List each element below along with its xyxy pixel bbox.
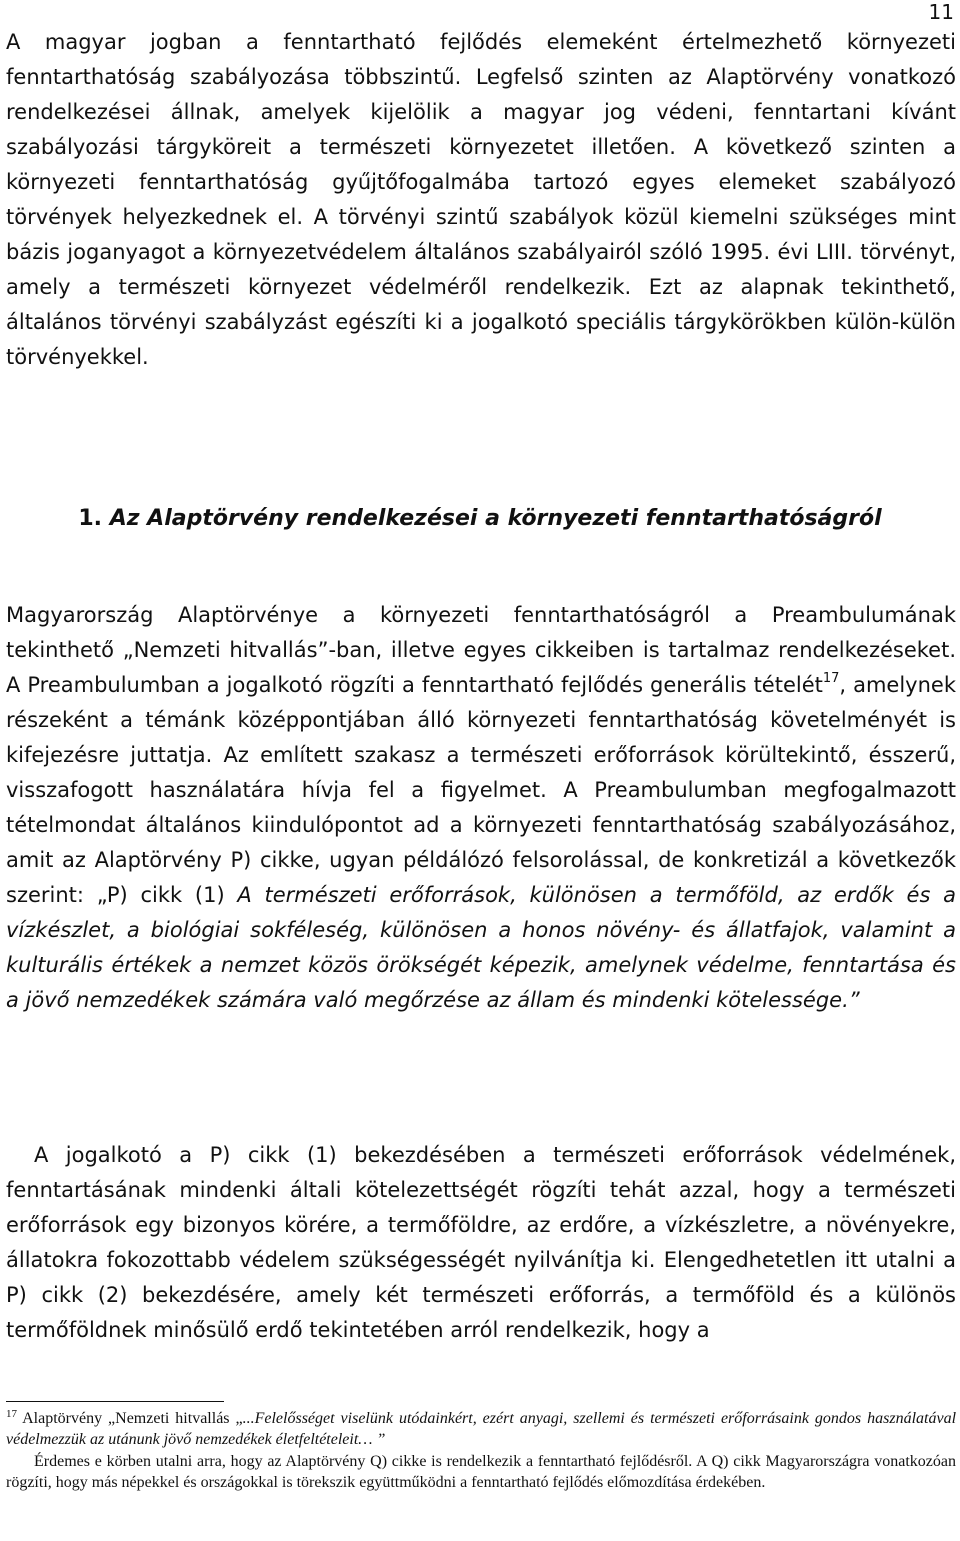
footnote-reference-17[interactable]: 17 <box>822 671 840 686</box>
paragraph-article-p: A jogalkotó a P) cikk (1) bekezdésében a természeti erőforrások védelmének, fenntartásának mindenki általi kötelezettségét rögzíti tehát azzal, hogy a természeti erőforrások egy bizonyos körére, a termőföldre, az erdőre, a vízkészletre, a növényekre, állatokra fokozottabb védelem szükségességét nyilvánítja ki. Elengedhetetlen itt utalni a P) cikk (2) bekezdésére, amely két természeti erőforrás, a termőföld és a különös termőföldnek minősülő erdő tekintetében arról rendelkezik, hogy a <box>6 1143 956 1342</box>
paragraph-preamble-text-start: Magyarország Alaptörvénye a környezeti fenntarthatóságról a Preambulumának tekinthető „Nemzeti hitvallás”-ban, illetve egyes cikkeiben is tartalmaz rendelkezéseket. A Preambulumban a jogalkotó rögzíti a fenntartható fejlődés generális tételét <box>6 603 956 697</box>
footnote-quote: ...Felelősséget viselünk utódainkért, ezért anyagi, szellemi és természeti erőforrásaink gondos használatával védelmezzük az utánunk jövő nemzedékek életfeltételeit… ” <box>6 1410 957 1448</box>
footnote-separator <box>6 1401 224 1402</box>
footnote-17-note: Érdemes e körben utalni arra, hogy az Alaptörvény Q) cikke is rendelkezik a fenntartható fejlődésről. A Q) cikk Magyarországra vonatkozóan rögzíti, hogy más népekkel és országokkal is törekszik együttműködni a fenntartható fejlődés előmozdítása érdekében. <box>6 1453 956 1491</box>
section-number: 1. <box>78 506 103 531</box>
section-heading <box>0 504 960 534</box>
paragraph-preamble <box>6 598 956 1018</box>
page-number: 11 <box>928 0 954 24</box>
intro-paragraph: A magyar jogban a fenntartható fejlődés elemeként értelmezhető környezeti fenntarthatóság szabályozása többszintű. Legfelső szinten az Alaptörvény vonatkozó rendelkezései állnak, amelyek kijelölik a magyar jog védeni, fenntartani kívánt szabályozási tárgyköreit a természeti környezetet illetően. A következő szinten a környezeti fenntarthatóság gyűjtőfogalmába tartozó egyes elemeket szabályozó törvények helyezkednek el. A törvényi szintű szabályok közül kiemelni szükséges mint bázis joganyagot a környezetvédelem általános szabályairól szóló 1995. évi LIII. törvényt, amely a természeti környezet védelméről rendelkezik. Ezt az alapnak tekinthető, általános törvényi szabályzást egészíti ki a jogalkotó speciális tárgykörökben külön-külön törvényekkel. <box>6 30 956 369</box>
footnote-lead: Alaptörvény „Nemzeti hitvallás „ <box>17 1410 243 1427</box>
footnotes <box>6 1408 956 1493</box>
footnote-17 <box>6 1408 956 1450</box>
footnote-mark: 17 <box>6 1408 17 1420</box>
section-title: Az Alaptörvény rendelkezései a környezeti fenntarthatóságról <box>109 506 882 531</box>
article-p-quote: A természeti erőforrások, különösen a termőföld, az erdők és a vízkészlet, a biológiai sokféleség, különösen a honos növény- és állatfajok, valamint a kulturális értékek a nemzet közös örökségét képezik, amelynek védelme, fenntartása és a jövő nemzedékek számára való megőrzése az állam és mindenki kötelessége.” <box>6 883 956 1012</box>
paragraph-preamble-text-continued: , amelynek részeként a témánk középpontjában álló környezeti fenntarthatóság követelményét is kifejezésre juttatja. Az említett szakasz a természeti erőforrások körültekintő, ésszerű, visszafogott használatára hívja fel a figyelmet. A Preambulumban megfogalmazott tételmondat általános kiindulópontot ad a környezeti fenntarthatóság szabályozásához, amit az Alaptörvény P) cikke, ugyan példálózó felsorolással, de konkretizál a következők szerint: „P) cikk (1) <box>6 673 956 907</box>
